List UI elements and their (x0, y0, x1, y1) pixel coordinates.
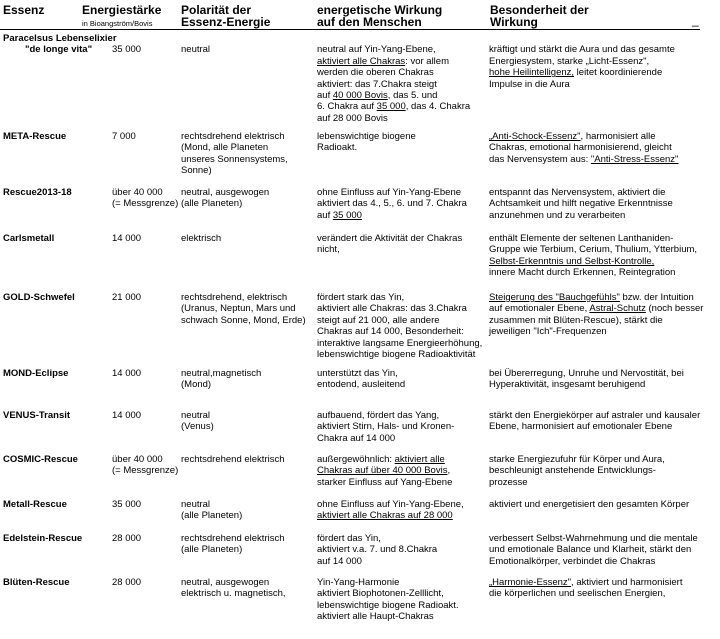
energetic-effect (317, 465, 450, 476)
text-run: : vor allem (405, 55, 449, 67)
header-essenz: Essenz (3, 3, 45, 17)
energy-strength: (= Messgrenze) (112, 198, 179, 210)
header-wirkung-line2: auf den Menschen (317, 15, 422, 29)
text-run: starke Energiezufuhr für Körper und Aura, (489, 454, 665, 465)
energy-polarity: (Mond, alle Planeten (181, 142, 269, 154)
energetic-effect (317, 79, 437, 90)
essence-name: MOND-Eclipse (3, 368, 69, 379)
energetic-effect (317, 454, 445, 465)
energy-polarity: rechtsdrehend elektrisch (181, 533, 285, 544)
text-run: , das 5. und (387, 90, 438, 101)
text-run: verbessert Selbst-Wahrnehmung und die mentale (489, 533, 698, 544)
text-run: fördert stark das Yin, (317, 292, 405, 303)
energy-strength: 35 000 (112, 499, 142, 510)
energy-polarity: neutral (181, 410, 211, 421)
effect-specialty (489, 131, 656, 142)
energy-polarity: neutral, ausgewogen (181, 577, 270, 588)
energy-strength: 21 000 (112, 292, 142, 303)
energy-polarity: Sonne) (181, 165, 212, 177)
essence-name: META-Rescue (3, 131, 67, 142)
energy-polarity: (Venus) (181, 421, 214, 433)
text-run: auf (317, 209, 333, 221)
energetic-effect (317, 433, 395, 444)
text-run: innere Macht durch Erkennen, Reintegration (489, 267, 676, 279)
text-run: anzunehmen und zu verarbeiten (489, 209, 626, 221)
energy-strength: 14 000 (112, 368, 142, 379)
effect-specialty (489, 465, 656, 476)
energetic-effect (317, 101, 470, 112)
text-run: entodend, ausleitend (317, 379, 406, 391)
essence-name: "de longe vita" (25, 44, 93, 56)
energetic-effect (317, 544, 437, 555)
essence-name: COSMIC-Rescue (3, 454, 78, 465)
energetic-effect (317, 588, 444, 599)
effect-specialty (489, 421, 672, 432)
text-run: nicht, (317, 244, 340, 256)
energy-strength: 7 000 (112, 131, 136, 142)
header-energiestaerke-unit: in Bioangström/Bovis (82, 19, 153, 28)
energetic-effect (317, 67, 434, 78)
effect-specialty (489, 142, 672, 153)
text-run: lebenswichtige biogene Radioakt. (317, 599, 459, 611)
text-run: aktiviert: das 7.Chakra steigt (317, 78, 437, 90)
text-run: lebenswichtige biogene Radioaktivität (317, 349, 476, 360)
energy-polarity: unseres Sonnensystems, (181, 153, 288, 165)
text-run: Emotionalkörper, verbindet die Chakras (489, 555, 656, 567)
text-run: aktiviert Biophotonen-Zelllicht, (317, 588, 444, 600)
effect-specialty (489, 477, 528, 488)
energy-strength: 14 000 (112, 233, 142, 244)
energetic-effect (317, 611, 434, 622)
energy-polarity: (alle Planeten) (181, 198, 243, 210)
effect-specialty (489, 244, 697, 255)
energetic-effect (317, 303, 467, 314)
highlighted-phrase: 35 000 (376, 101, 406, 113)
energetic-effect (317, 44, 436, 55)
header-trailing-dash: _ (692, 13, 699, 27)
text-run: , aktiviert und harmonisiert (571, 577, 683, 588)
energetic-effect (317, 233, 462, 244)
text-run: auf 14 000 (317, 555, 362, 567)
energetic-effect (317, 510, 453, 521)
text-run: jeweiligen "Ich"-Frequenzen (489, 326, 607, 338)
energy-polarity: schwach Sonne, Mond, Erde) (181, 314, 306, 326)
text-run: die körperlichen und seelischen Energien, (489, 588, 666, 600)
header-wirkung-line1: energetische Wirkung (317, 3, 443, 17)
energy-polarity: neutral,magnetisch (181, 368, 262, 379)
highlighted-phrase: „Harmonie-Essenz" (489, 577, 572, 588)
energetic-effect (317, 349, 475, 360)
energetic-effect (317, 142, 357, 153)
text-run: Gruppe wie Terbium, Cerium, Thulium, Ytterbium, (489, 244, 698, 256)
text-run: entspannt das Nervensystem, aktiviert die (489, 187, 666, 198)
text-run: interaktive langsame Energieerhöhung, (317, 337, 483, 349)
energetic-effect (317, 198, 467, 209)
text-run: ohne Einfluss auf Yin-Yang-Ebene (317, 187, 462, 198)
text-run: aktiviert das 4., 5., 6. und 7. Chakra (317, 198, 467, 210)
energetic-effect (317, 90, 437, 101)
highlighted-phrase: "Anti-Stress-Essenz" (590, 153, 679, 165)
effect-specialty (489, 44, 675, 55)
effect-specialty (489, 303, 703, 314)
energetic-effect (317, 368, 398, 379)
energy-strength: 28 000 (112, 577, 142, 588)
text-run: bzw. der Intuition (619, 292, 694, 303)
energetic-effect (317, 244, 340, 255)
effect-specialty (489, 292, 694, 303)
energetic-effect (317, 326, 464, 337)
effect-specialty (489, 533, 698, 544)
highlighted-phrase: 40 000 Bovis (332, 90, 388, 101)
header-polaritaet-line1: Polarität der (181, 3, 252, 17)
energy-polarity: neutral (181, 44, 211, 56)
text-run: zusammen mit Blüten-Rescue), stärkt die (489, 314, 663, 326)
text-run: auf (317, 90, 333, 101)
header-polaritaet-line2: Essenz-Energie (181, 15, 271, 29)
energy-polarity: (Mond) (181, 379, 212, 391)
effect-specialty (489, 588, 665, 599)
effect-specialty (489, 79, 570, 90)
text-run: Impulse in die Aura (489, 78, 570, 90)
header-besonderheit-line1: Besonderheit der (490, 3, 589, 17)
essence-name: Metall-Rescue (3, 499, 67, 510)
energetic-effect (317, 379, 405, 390)
energy-polarity: rechtsdrehend elektrisch (181, 131, 285, 142)
effect-specialty (489, 154, 678, 165)
energy-polarity: neutral, ausgewogen (181, 187, 270, 198)
effect-specialty (489, 198, 673, 209)
text-run: aktiviert alle Chakras: das 3.Chakra (317, 303, 467, 315)
energetic-effect (317, 338, 482, 349)
energy-strength: 14 000 (112, 410, 142, 421)
text-run: steigt auf 21 000, alle andere (317, 314, 440, 326)
text-run: auf 28 000 Bovis (317, 112, 388, 124)
effect-specialty (489, 56, 649, 67)
essence-name: Blüten-Rescue (3, 577, 70, 588)
text-run: Chakras, emotional harmonisierend, gleicht (489, 142, 672, 154)
text-run: , harmonisiert alle (580, 131, 656, 142)
energetic-effect (317, 410, 439, 421)
energy-polarity: elektrisch u. magnetisch, (181, 588, 286, 600)
effect-specialty (489, 379, 645, 390)
text-run: Yin-Yang-Harmonie (317, 577, 400, 588)
energy-polarity: (alle Planeten) (181, 510, 243, 522)
effect-specialty (489, 410, 700, 421)
text-run: Achtsamkeit und hilft negative Erkenntnisse (489, 198, 673, 210)
text-run: und emotionale Balance und Klarheit, stärkt den (489, 544, 692, 556)
highlighted-phrase: 35 000 (332, 209, 362, 221)
text-run: aufbauend, fördert das Yang, (317, 410, 440, 421)
header-rule (0, 29, 700, 30)
energy-polarity: (alle Planeten) (181, 544, 243, 556)
text-run: kräftigt und stärkt die Aura und das gesamte (489, 44, 675, 56)
text-run: Energiesystem, starke „Licht-Essenz", (489, 55, 650, 67)
text-run: neutral auf Yin-Yang-Ebene, (317, 44, 436, 56)
effect-specialty (489, 267, 675, 278)
highlighted-phrase: „Anti-Schock-Essenz" (489, 131, 581, 142)
energetic-effect (317, 187, 461, 198)
text-run: werden die oberen Chakras (317, 67, 434, 79)
energetic-effect (317, 56, 449, 67)
effect-specialty (489, 368, 684, 379)
energy-strength: über 40 000 (112, 454, 163, 465)
text-run: , (447, 465, 451, 477)
highlighted-phrase: Astral-Schutz (589, 303, 646, 315)
text-run: aktiviert und energetisiert den gesamten Körper (489, 499, 690, 510)
text-run: , das 4. Chakra (405, 101, 471, 113)
essence-name: Carlsmetall (3, 233, 55, 244)
effect-specialty (489, 454, 665, 465)
energetic-effect (317, 315, 440, 326)
energy-strength: 28 000 (112, 533, 142, 544)
highlighted-phrase: Selbst-Erkenntnis und Selbst-Kontrolle, (489, 255, 655, 267)
energetic-effect (317, 499, 464, 510)
effect-specialty (489, 577, 682, 588)
text-run: enthält Elemente der seltenen Lanthaniden- (489, 233, 674, 244)
text-run: 6. Chakra auf (317, 101, 377, 113)
text-run: beschleunigt anstehende Entwicklungs- (489, 465, 656, 477)
text-run: aktiviert v.a. 7. und 8.Chakra (317, 544, 438, 556)
energy-polarity: rechtsdrehend elektrisch (181, 454, 285, 465)
text-run: bei Übererregung, Unruhe und Nervostität, bei (489, 368, 684, 379)
effect-specialty (489, 256, 654, 267)
energetic-effect (317, 210, 362, 221)
essence-name: GOLD-Schwefel (3, 292, 75, 303)
text-run: stärkt den Energiekörper auf astraler und kausaler (489, 410, 701, 421)
text-run: Ebene, harmonisiert auf emotionaler Ebene (489, 421, 673, 433)
energy-strength: über 40 000 (112, 187, 163, 198)
energetic-effect (317, 600, 459, 611)
energetic-effect (317, 421, 454, 432)
energy-polarity: rechtsdrehend, elektrisch (181, 292, 288, 303)
effect-specialty (489, 315, 663, 326)
highlighted-phrase: aktiviert alle Chakras (317, 55, 406, 67)
text-run: außergewöhnlich: (317, 454, 395, 465)
highlighted-phrase: Chakras auf über 40 000 Bovis (317, 465, 448, 477)
highlighted-phrase: aktiviert alle (394, 454, 445, 465)
text-run: Radioakt. (317, 142, 358, 154)
energetic-effect (317, 292, 404, 303)
energetic-effect (317, 477, 452, 488)
highlighted-phrase: Steigerung des "Bauchgefühls" (489, 292, 620, 303)
effect-specialty (489, 499, 689, 510)
essence-name: VENUS-Transit (3, 410, 71, 421)
energy-strength: 35 000 (112, 44, 142, 56)
energetic-effect (317, 577, 399, 588)
highlighted-phrase: aktiviert alle Chakras auf 28 000 (317, 510, 453, 522)
energy-polarity: neutral (181, 499, 211, 510)
header-besonderheit-line2: Wirkung (490, 15, 538, 29)
effect-specialty (489, 67, 662, 78)
text-run: unterstützt das Yin, (317, 368, 398, 379)
text-run: das Nervensystem aus: (489, 153, 591, 165)
text-run: fördert das Yin, (317, 533, 381, 544)
text-run: (noch besser (645, 303, 704, 315)
text-run: lebenswichtige biogene (317, 131, 416, 142)
text-run: Chakra auf 14 000 (317, 432, 396, 444)
energetic-effect (317, 113, 388, 124)
header-energiestaerke: Energiestärke (82, 3, 162, 17)
text-run: leitet koordinierende (574, 67, 663, 79)
text-run: aktiviert Stirn, Hals- und Kronen- (317, 421, 455, 433)
essence-name: Rescue2013-18 (3, 187, 72, 198)
highlighted-phrase: hohe Heilintelligenz, (489, 67, 575, 79)
text-run: verändert die Aktivität der Chakras (317, 233, 463, 244)
text-run: auf emotionaler Ebene, (489, 303, 590, 315)
effect-specialty (489, 326, 607, 337)
text-run: prozesse (489, 476, 528, 488)
text-run: Chakras auf 14 000, Besonderheit: (317, 326, 464, 338)
effect-specialty (489, 556, 655, 567)
text-run: starker Einfluss auf Yang-Ebene (317, 476, 453, 488)
effect-specialty (489, 210, 625, 221)
text-run: Hyperaktivität, insgesamt beruhigend (489, 379, 646, 391)
essence-name: Paracelsus Lebenselixier (3, 33, 117, 44)
energy-polarity: elektrisch (181, 233, 222, 244)
effect-specialty (489, 544, 691, 555)
energy-polarity: (Uranus, Neptun, Mars und (181, 303, 296, 315)
energy-strength: (= Messgrenze) (112, 465, 179, 477)
text-run: ohne Einfluss auf Yin-Yang-Ebene, (317, 499, 464, 510)
text-run: aktiviert alle Haupt-Chakras (317, 611, 434, 623)
effect-specialty (489, 233, 673, 244)
effect-specialty (489, 187, 665, 198)
essence-name: Edelstein-Rescue (3, 533, 83, 544)
energetic-effect (317, 533, 381, 544)
energetic-effect (317, 131, 416, 142)
energetic-effect (317, 556, 362, 567)
